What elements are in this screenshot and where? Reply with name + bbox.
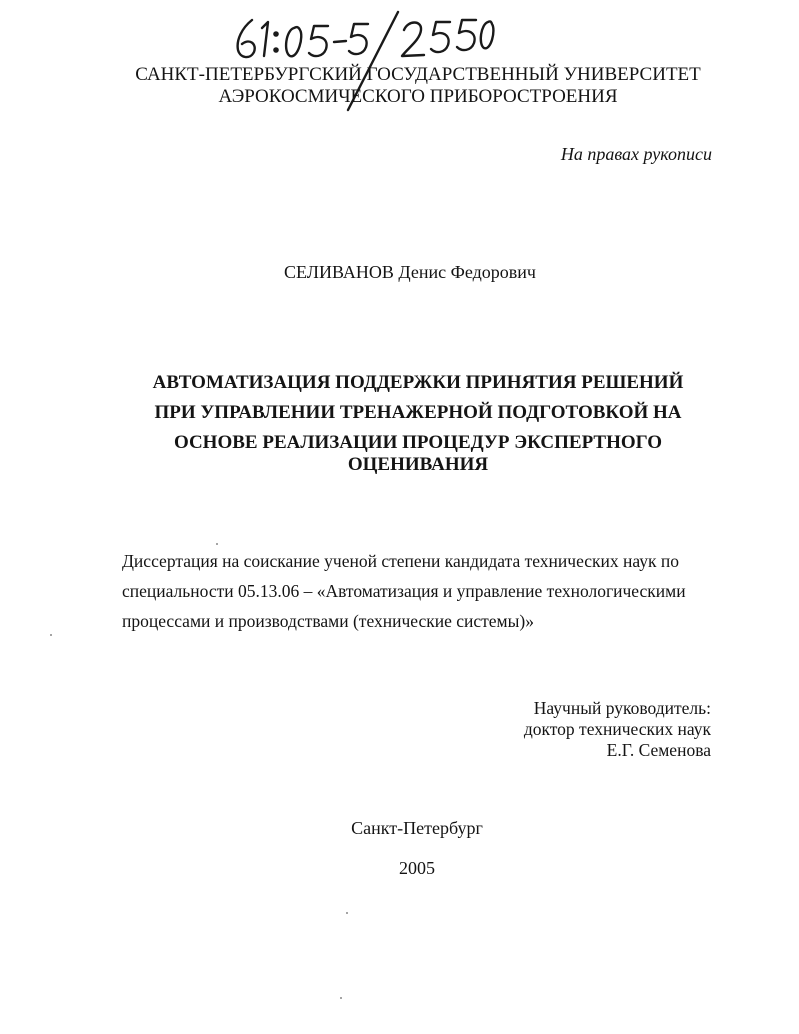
supervisor-role: Научный руководитель: [533,698,711,718]
thesis-title-line1: АВТОМАТИЗАЦИЯ ПОДДЕРЖКИ ПРИНЯТИЯ РЕШЕНИЙ [152,372,684,393]
thesis-title-line3: ОСНОВЕ РЕАЛИЗАЦИИ ПРОЦЕДУР ЭКСПЕРТНОГО ОЦЕНИВАНИЯ [173,432,663,475]
scan-speck [346,912,348,914]
scan-speck [340,997,342,999]
publication-city: Санкт-Петербург [351,818,483,838]
publication-year: 2005 [399,858,435,878]
dissertation-description-line3: процессами и производствами (технические системы)» [122,611,534,631]
supervisor-degree: доктор технических наук [523,719,711,739]
dissertation-description-line2: специальности 05.13.06 – «Автоматизация и управление технологическими [122,581,686,601]
rights-note: На правах рукописи [560,144,712,164]
dissertation-description-line1: Диссертация на соискание ученой степени кандидата технических наук по [122,551,680,571]
thesis-title-line2: ПРИ УПРАВЛЕНИИ ТРЕНАЖЕРНОЙ ПОДГОТОВКОЙ НА [154,402,682,423]
scan-speck [50,634,52,636]
scan-speck [216,543,218,545]
university-name-line1: САНКТ-ПЕТЕРБУРГСКИЙ ГОСУДАРСТВЕННЫЙ УНИВЕРСИТЕТ [135,64,701,85]
supervisor-name: Е.Г. Семенова [606,740,711,760]
university-name-line2: АЭРОКОСМИЧЕСКОГО ПРИБОРОСТРОЕНИЯ [218,86,618,107]
author-name: СЕЛИВАНОВ Денис Федорович [284,262,536,282]
